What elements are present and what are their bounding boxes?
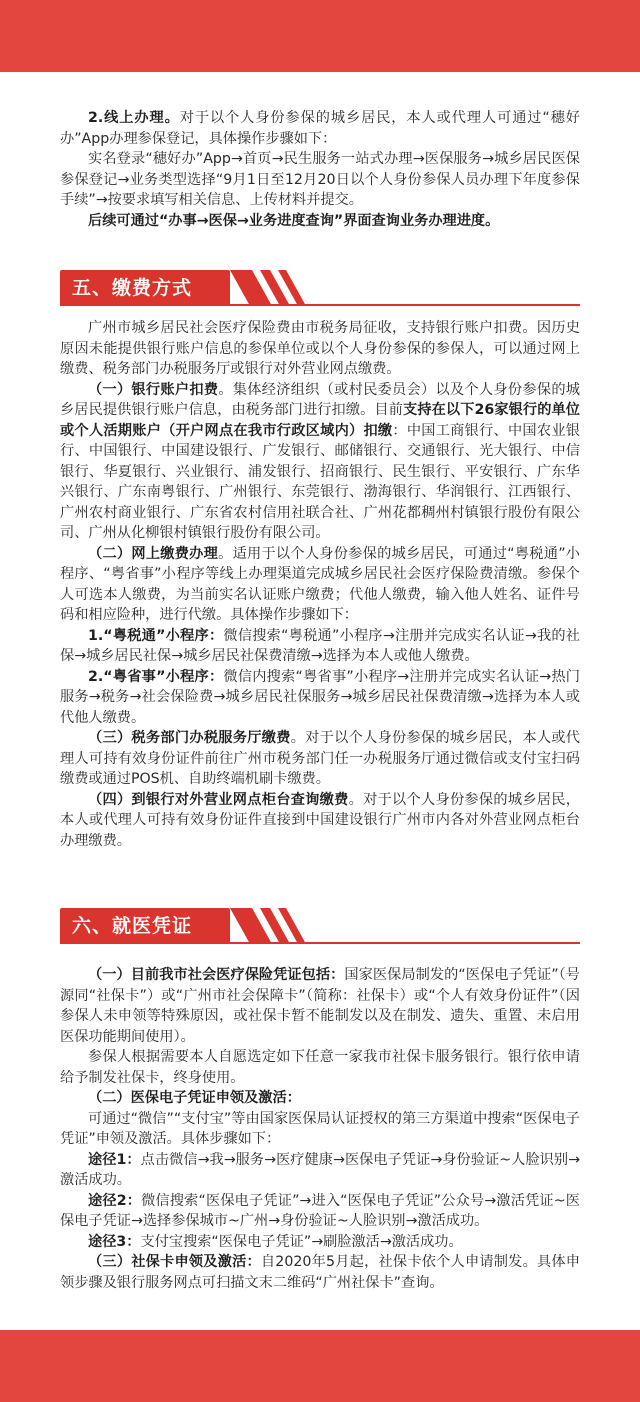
credential-bank-choice: 参保人根据需要本人自愿选定如下任意一家我市社保卡服务银行。银行依申请给予制发社保卡，终身使用。 xyxy=(60,1049,580,1086)
online-steps: 实名登录“穗好办”App→首页→民生服务一站式办理→医保服务→城乡居民医保参保登记→业务类型选择“9月1日至12月20日以个人身份参保人员办理下年度参保手续”→按要求填写相关信息、上传材料并提交。 xyxy=(60,151,580,208)
credential-route-3: 途径3：支付宝搜索“医保电子凭证”→刷脸激活→激活成功。 xyxy=(88,1233,463,1250)
credential-route-1: 途径1：点击微信→我→服务→医疗健康→医保电子凭证→身份验证~人脸识别→激活成功。 xyxy=(60,1151,580,1188)
section-heading-payment xyxy=(60,270,580,306)
online-handling-block xyxy=(60,108,580,231)
heading-stripes-decoration xyxy=(230,270,320,306)
payment-online: （二）网上缴费办理。适用于以个人身份参保的城乡居民，可通过“粤税通”小程序、“粤省事”小程序等线上办理渠道完成城乡居民社会医疗保险费清缴。参保个人可选本人缴费，为当前实名认证账户缴费；代他人缴费，输入他人姓名、证件号码和相应险种，进行代缴。具体操作步骤如下： xyxy=(60,545,580,623)
credential-e-cert-intro: 可通过“微信”“支付宝”等由国家医保局认证授权的第三方渠道中搜索“医保电子凭证”申领及激活。具体步骤如下： xyxy=(60,1110,580,1147)
credential-types: （一）目前我市社会医疗保险凭证包括：国家医保局制发的“医保电子凭证”（号源同“社保卡”）或“广州市社会保障卡”（简称：社保卡）或“个人有效身份证件”（因参保人未申领等特殊原因，或社保卡暂不能制发以及在制发、遗失、重置、未启用医保功能期间使用）。 xyxy=(60,967,580,1045)
section-heading-medical-credential xyxy=(60,908,580,944)
heading-stripes-decoration xyxy=(230,908,320,944)
online-intro: 2.线上办理。对于以个人身份参保的城乡居民，本人或代理人可通过“穗好办”App办理参保登记，具体操作步骤如下： xyxy=(60,110,580,147)
payment-yueshengshi: 2.“粤省事”小程序：微信内搜索“粤省事”小程序→注册并完成实名认证→热门服务→税务→社会保险费→城乡居民社保服务→城乡居民社保费清缴→选择为本人或代他人缴费。 xyxy=(60,668,580,726)
credential-route-2: 途径2：微信搜索“医保电子凭证”→进入“医保电子凭证”公众号→激活凭证~医保电子凭证→选择参保城市~广州→身份验证~人脸识别→激活成功。 xyxy=(60,1192,580,1229)
section-title-payment: 五、缴费方式 xyxy=(72,277,193,299)
section-title-medical-credential: 六、就医凭证 xyxy=(72,915,193,937)
top-red-band xyxy=(0,0,640,72)
credential-e-cert-heading: （二）医保电子凭证申领及激活： xyxy=(88,1090,301,1106)
payment-section-body xyxy=(60,318,580,851)
payment-bank-account: （一）银行账户扣费。集体经济组织（或村民委员会）以及个人身份参保的城乡居民提供银行账户信息，由税务部门进行扣缴。目前支持在以下26家银行的单位或个人活期账户（开户网点在我市行政区域内）扣缴：中国工商银行、中国农业银行、中国银行、中国建设银行、广发银行、邮储银行、交通银行、光大银行、中信银行、华夏银行、兴业银行、浦发银行、招商银行、民生银行、平安银行、广东华兴银行、广东南粤银行、广州银行、东莞银行、渤海银行、华润银行、江西银行、广州农村商业银行、广东省农村信用社联合社、广州花都稠州村镇银行股份有限公司、广州从化柳银村镇银行股份有限公司。 xyxy=(60,381,580,541)
online-progress-note: 后续可通过“办事→医保→业务进度查询”界面查询业务办理进度。 xyxy=(88,212,500,229)
credential-social-card: （三）社保卡申领及激活：自2020年5月起，社保卡依个人申请制发。具体申领步骤及银行服务网点可扫描文末二维码“广州社保卡”查询。 xyxy=(60,1254,580,1291)
payment-yueshuitong: 1.“粤税通”小程序：微信搜索“粤税通”小程序→注册并完成实名认证→我的社保→城乡居民社保→城乡居民社保费清缴→选择为本人或他人缴费。 xyxy=(60,627,580,664)
bottom-red-band xyxy=(0,1330,640,1402)
payment-bank-counter: （四）到银行对外营业网点柜台查询缴费。对于以个人身份参保的城乡居民，本人或代理人可持有效身份证件直接到中国建设银行广州市内各对外营业网点柜台办理缴费。 xyxy=(60,791,580,849)
medical-credential-body xyxy=(60,965,580,1293)
payment-intro: 广州市城乡居民社会医疗保险费由市税务局征收，支持银行账户扣费。因历史原因未能提供银行账户信息的参保单位或以个人身份参保的参保人，可以通过网上缴费、税务部门办税服务厅或银行对外营业网点缴费。 xyxy=(60,320,580,377)
payment-tax-hall: （三）税务部门办税服务厅缴费。对于以个人身份参保的城乡居民，本人或代理人可持有效身份证件前往广州市税务部门任一办税服务厅通过微信或支付宝扫码缴费或通过POS机、自助终端机刷卡缴费。 xyxy=(60,730,580,787)
